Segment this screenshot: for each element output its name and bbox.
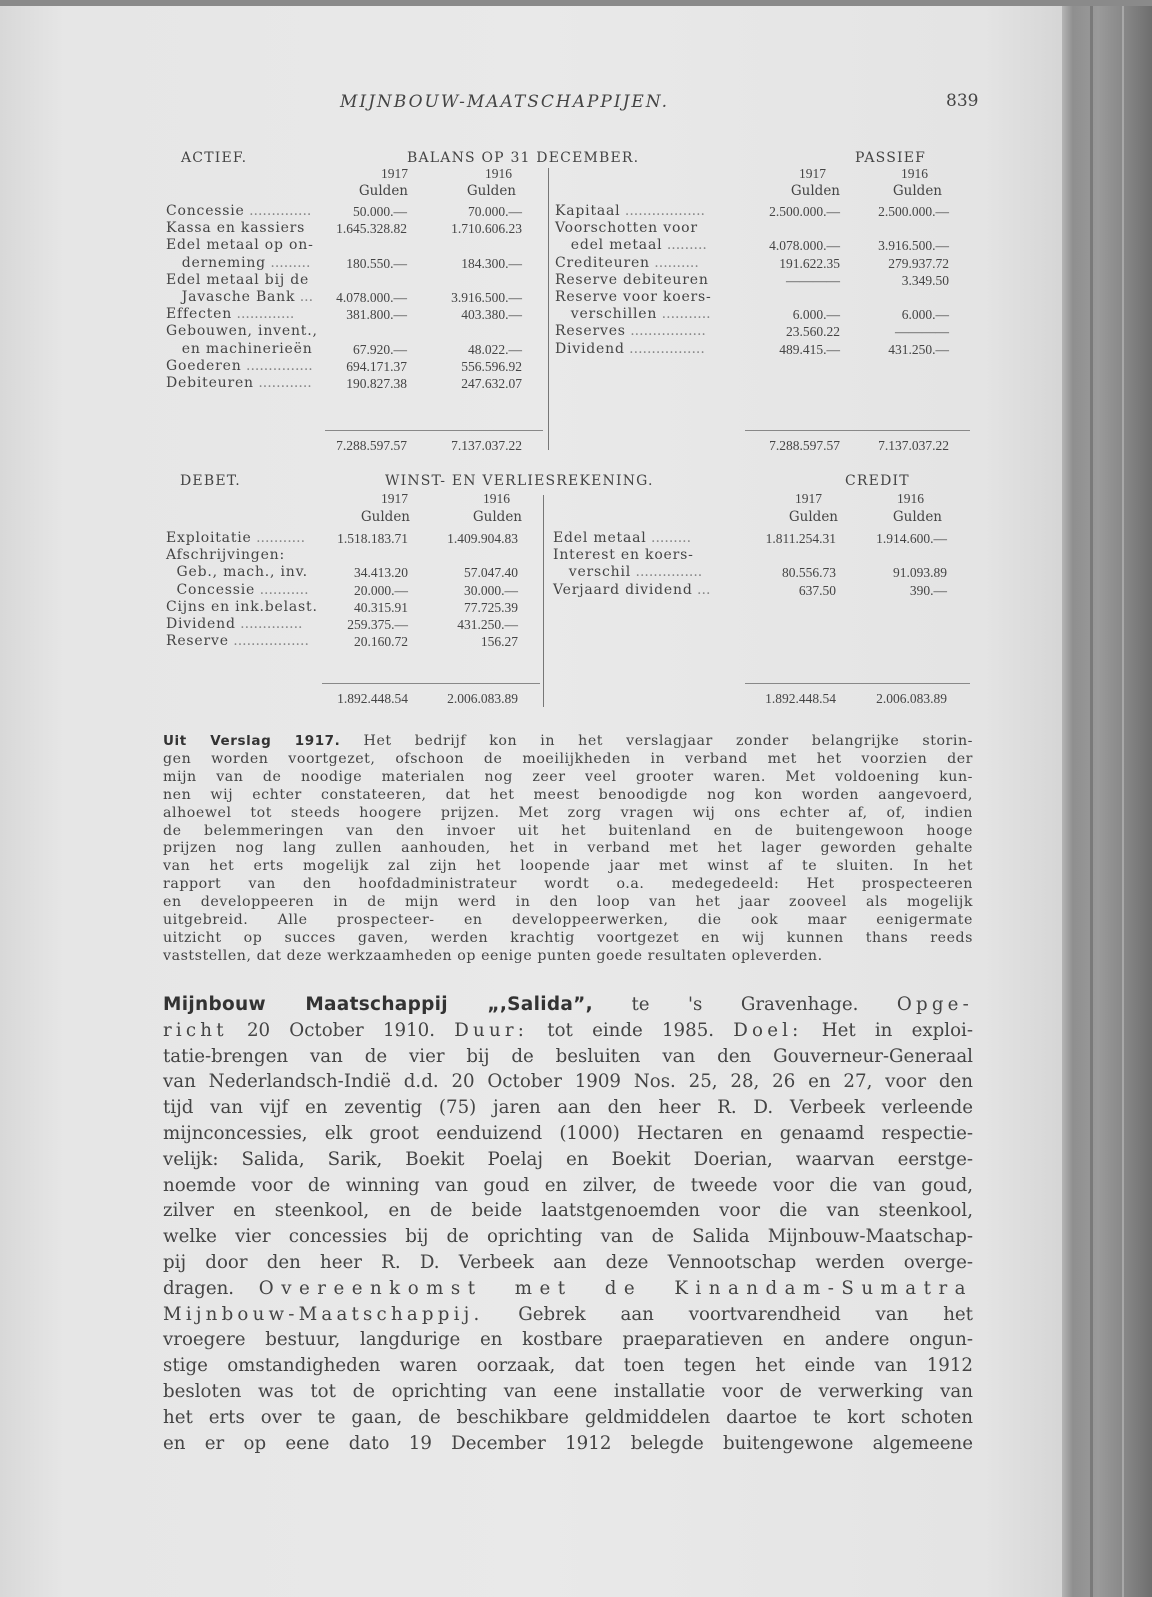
actief-currency-1917: Gulden xyxy=(358,183,408,199)
credit-total-rule xyxy=(745,683,970,684)
actief-row: Goederen ............... 694.171.37 556.596.92 xyxy=(166,357,522,374)
credit-totals xyxy=(553,690,975,707)
overeenkomst-label: Overeenkomst met de Kinandam-Sumatra xyxy=(258,1277,973,1299)
passief-row: Crediteuren .......... 191.622.35 279.937.72 xyxy=(555,254,949,271)
debet-year-1916: 1916 xyxy=(483,491,510,506)
entry-line: noemde voor de winning van goud en zilver, de tweede voor die van goud, xyxy=(163,1174,973,1196)
report-line: alhoewel tot steeds hoogere prijzen. Met zorg vragen wij ons echter af, of, indien xyxy=(163,804,973,821)
passief-total-1917: 7.288.597.57 xyxy=(769,438,840,453)
debet-row: Geb., mach., inv. 34.413.20 57.047.40 xyxy=(166,564,518,581)
passief-currency-1917: Gulden xyxy=(790,183,840,199)
actief-row: derneming ......... 180.550.— 184.300.— xyxy=(166,254,522,271)
running-head: MIJNBOUW-MAATSCHAPPIJEN. xyxy=(340,92,669,112)
report-line: en developpeeren in de mijn werd in den loop van het jaar zooveel als mogelijk xyxy=(163,894,973,911)
entry-line: tatie-brengen van de vier bij de besluiten van den Gouverneur-Generaal xyxy=(163,1045,973,1067)
entry-line: zilver en steenkool, en de beide laatstgenoemden voor die van steenkool, xyxy=(163,1200,973,1222)
balance-divider xyxy=(548,168,549,450)
actief-total-1916: 7.137.037.22 xyxy=(451,438,522,453)
report-lead: Uit Verslag 1917. xyxy=(163,733,341,749)
debet-totals xyxy=(166,690,546,707)
report-line: mijn van de noodige materialen nog zeer veel grooter waren. Met voldoening kun- xyxy=(163,768,973,785)
actief-row: Kassa en kassiers 1.645.328.82 1.710.606.23 xyxy=(166,220,522,237)
debet-row: Concessie ........... 20.000.— 30.000.— xyxy=(166,581,518,598)
passief-row: Reserve debiteuren ———— 3.349.50 xyxy=(555,271,949,288)
debet-row: Afschrijvingen: xyxy=(166,547,285,564)
report-line: prijzen nog lang zullen aanhouden, het in verband met het lager geworden gehalte xyxy=(163,840,973,857)
founding-date: 20 October 1910. xyxy=(227,1019,436,1041)
debet-table xyxy=(166,530,546,650)
entry-line: en er op eene dato 19 December 1912 belegde buitengewone algemeene xyxy=(163,1432,973,1454)
credit-row: Interest en koers- xyxy=(553,547,694,564)
debet-row: Reserve ................. 20.160.72 156.27 xyxy=(166,633,518,650)
mijnbouw-label: Mijnbouw-Maatschappij. xyxy=(163,1303,484,1325)
duur-label: Duur: xyxy=(454,1019,529,1041)
debet-currency-1916: Gulden xyxy=(472,509,522,525)
passief-year-1916: 1916 xyxy=(901,166,928,181)
annual-report-excerpt: Uit Verslag 1917. Het bedrijf kon in het verslagjaar zonder belangrijke storin- gen worden voortgezet, ofschoon de moeilijkheden in verband met het voorzien der mijn van de noodige materialen nog zeer veel grooter waren. Met voldoening kun- nen wij echter constateeren, dat het meest benoodigde nog kon worden aangevoerd, alhoewel tot steeds hoogere prijzen. Met zorg vragen wij ons echter af, of, indien de belemmeringen van den invoer uit het buitenland en de buitengewoon hooge prijzen nog lang zullen aanhouden, het in verband met het lager geworden gehalte van het erts mogelijk zal zijn het loopende jaar met winst af te sluiten. In het rapport van den hoofdadministrateur wordt o.a. medegedeeld: Het prospecteeren en developpeeren in de mijn werd in den loop van het jaar zooveel als mogelijk uitgebreid. Alle prospecteer- en developpeerwerken, die ook maar eenigermate uitzicht op succes gaven, werden krachtig voortgezet en wij kunnen thans reeds vaststellen, dat deze werkzaamheden op eenige punten goede resultaten opleverden. xyxy=(163,733,973,964)
actief-year-1916: 1916 xyxy=(485,166,512,181)
passief-row: edel metaal ......... 4.078.000.— 3.916.500.— xyxy=(555,237,949,254)
balance-title: BALANS OP 31 DECEMBER. xyxy=(407,150,640,166)
report-line: nen wij echter constateeren, dat het meest benoodigde nog kon worden aangevoerd, xyxy=(163,786,973,803)
entry-line: welke vier concessies bij de oprichting van de Salida Mijnbouw-Maatschap- xyxy=(163,1226,973,1248)
passief-table xyxy=(555,203,975,358)
report-line: van het erts mogelijk zal zijn het loopende jaar met winst af te sluiten. In het xyxy=(163,858,973,875)
passief-row: Reserve voor koers- xyxy=(555,288,712,305)
passief-row: Voorschotten voor xyxy=(555,220,698,237)
passief-total-rule xyxy=(745,430,970,431)
debet-year-1917: 1917 xyxy=(381,491,408,506)
company-title: Mijnbouw Maatschappij „,Salida”, xyxy=(163,994,593,1015)
debet-row: Dividend .............. 259.375.— 431.250.— xyxy=(166,615,518,632)
report-line: de belemmeringen van den invoer uit het buitenland en de buitengewoon hooge xyxy=(163,822,973,839)
credit-row: verschil ............... 80.556.73 91.093.89 xyxy=(553,564,947,581)
entry-line: tijd van vijf en zeventig (75) jaren aan den heer R. D. Verbeek verleende xyxy=(163,1097,973,1119)
actief-header: ACTIEF. xyxy=(181,150,248,166)
actief-year-1917: 1917 xyxy=(381,166,408,181)
credit-total-1917: 1.892.448.54 xyxy=(765,691,836,706)
report-line: gen worden voortgezet, ofschoon de moeilijkheden in verband met het voorzien der xyxy=(163,750,973,767)
credit-table xyxy=(553,530,975,599)
entry-line: pij door den heer R. D. Verbeek aan deze Vennootschap werden overge- xyxy=(163,1251,973,1273)
actief-row: Debiteuren ............ 190.827.38 247.632.07 xyxy=(166,374,522,391)
actief-row: en machinerieën 67.920.— 48.022.— xyxy=(166,340,522,357)
credit-total-1916: 2.006.083.89 xyxy=(876,691,947,706)
credit-row: Verjaard dividend ... 637.50 390.— xyxy=(553,581,947,598)
actief-total-1917: 7.288.597.57 xyxy=(336,438,407,453)
passief-row: Reserves ................. 23.560.22 ———— xyxy=(555,323,949,340)
report-line: vaststellen, dat deze werkzaamheden op eenige punten goede resultaten opleverden. xyxy=(163,947,823,964)
report-line: uitzicht op succes gaven, werden krachtig voortgezet en wij kunnen thans reeds xyxy=(163,929,973,946)
debet-total-1916: 2.006.083.89 xyxy=(447,691,518,706)
debet-row: Exploitatie ........... 1.518.183.71 1.409.904.83 xyxy=(166,530,518,546)
entry-line: van Nederlandsch-Indië d.d. 20 October 1909 Nos. 25, 28, 26 en 27, voor den xyxy=(163,1071,973,1093)
entry-line: stige omstandigheden waren oorzaak, dat toen tegen het einde van 1912 xyxy=(163,1355,973,1377)
credit-year-1916: 1916 xyxy=(897,491,924,506)
report-line: uitgebreid. Alle prospecteer- en developpeerwerken, die ook maar eenigermate xyxy=(163,912,973,929)
entry-line: het erts over te gaan, de beschikbare geldmiddelen daartoe te kort schoten xyxy=(163,1406,973,1428)
entry-line: velijk: Salida, Sarik, Boekit Poelaj en Boekit Doerian, waarvan eerstge- xyxy=(163,1148,973,1170)
credit-year-1917: 1917 xyxy=(795,491,822,506)
passief-row: Kapitaal .................. 2.500.000.— 2.500.000.— xyxy=(555,203,949,219)
credit-row: Edel metaal ......... 1.811.254.31 1.914.600.— xyxy=(553,530,947,546)
doel-label: Doel: xyxy=(733,1019,803,1041)
actief-row: Concessie .............. 50.000.— 70.000.— xyxy=(166,203,522,219)
passief-totals xyxy=(555,437,975,454)
actief-total-rule xyxy=(325,430,543,431)
debet-row: Cijns en ink.belast. 40.315.91 77.725.39 xyxy=(166,598,518,615)
actief-row: Gebouwen, invent., xyxy=(166,323,318,340)
credit-currency-1917: Gulden xyxy=(788,509,838,525)
debet-currency-1917: Gulden xyxy=(360,509,410,525)
passief-row: Dividend ................. 489.415.— 431.250.— xyxy=(555,340,949,357)
entry-line: besloten was tot de oprichting van eene installatie voor de verwerking van xyxy=(163,1380,973,1402)
actief-currency-1916: Gulden xyxy=(466,183,516,199)
passief-total-1916: 7.137.037.22 xyxy=(878,438,949,453)
passief-year-1917: 1917 xyxy=(799,166,826,181)
company-entry-salida: Mijnbouw Maatschappij „,Salida”, te 's Gravenhage. Opge- richt 20 October 1910. Duur: tot einde 1985. Doel: Het in exploi- tatie-brengen van de vier bij de besluiten van den Gouverneur-Generaal van Nederlandsch-Indië d.d. 20 October 1909 Nos. 25, 28, 26 en 27, voor den tijd van vijf en zeventig (75) jaren aan den heer R. D. Verbeek verleende mijnconcessies, elk groot eenduizend (1000) Hectaren en genaamd respectie- velijk: Salida, Sarik, Boekit Poelaj en Boekit Doerian, waarvan eerstge- noemde voor de winning van goud en zilver, de tweede voor die van goud, zilver en steenkool, en de beide laatstgenoemden voor die van steenkool, welke vier concessies bij de oprichting van de Salida Mijnbouw-Maatschap- pij door den heer R. D. Verbeek aan deze Vennootschap werden overge- dragen. Overeenkomst met de Kinandam-Sumatra Mijnbouw-Maatschappij. Gebrek aan voortvarendheid van het vroegere bestuur, langdurige en kostbare praeparatieven en andere ongun- stige omstandigheden waren oorzaak, dat toen tegen het einde van 1912 besloten was tot de oprichting van eene installatie voor de verwerking van het erts over te gaan, de beschikbare geldmiddelen daartoe te kort schoten en er op eene dato 19 December 1912 belegde buitengewone algemeene xyxy=(163,992,973,1456)
passief-currency-1916: Gulden xyxy=(892,183,942,199)
entry-line: vroegere bestuur, langdurige en kostbare praeparatieven en andere ongun- xyxy=(163,1329,973,1351)
profit-loss-title: WINST- EN VERLIESREKENING. xyxy=(385,473,654,489)
actief-table xyxy=(166,203,546,392)
debet-total-rule xyxy=(322,683,540,684)
actief-totals xyxy=(166,437,546,454)
passief-header: PASSIEF xyxy=(855,150,927,166)
actief-row: Edel metaal bij de xyxy=(166,271,310,288)
actief-row: Javasche Bank ... 4.078.000.— 3.916.500.— xyxy=(166,288,522,305)
book-spine xyxy=(1062,0,1152,1597)
actief-row: Effecten ............. 381.800.— 403.380.— xyxy=(166,306,522,323)
report-line: rapport van den hoofdadministrateur wordt o.a. medegedeeld: Het prospecteeren xyxy=(163,876,973,893)
actief-row: Edel metaal op on- xyxy=(166,237,314,254)
credit-header: CREDIT xyxy=(845,473,910,489)
credit-currency-1916: Gulden xyxy=(892,509,942,525)
debet-header: DEBET. xyxy=(180,473,241,489)
opgericht-label: Opge- xyxy=(896,994,973,1015)
debet-total-1917: 1.892.448.54 xyxy=(337,691,408,706)
passief-row: verschillen ........... 6.000.— 6.000.— xyxy=(555,306,949,323)
entry-line: mijnconcessies, elk groot eenduizend (1000) Hectaren en genaamd respectie- xyxy=(163,1122,973,1144)
page-number: 839 xyxy=(946,91,979,111)
page-top-edge xyxy=(0,0,1152,6)
